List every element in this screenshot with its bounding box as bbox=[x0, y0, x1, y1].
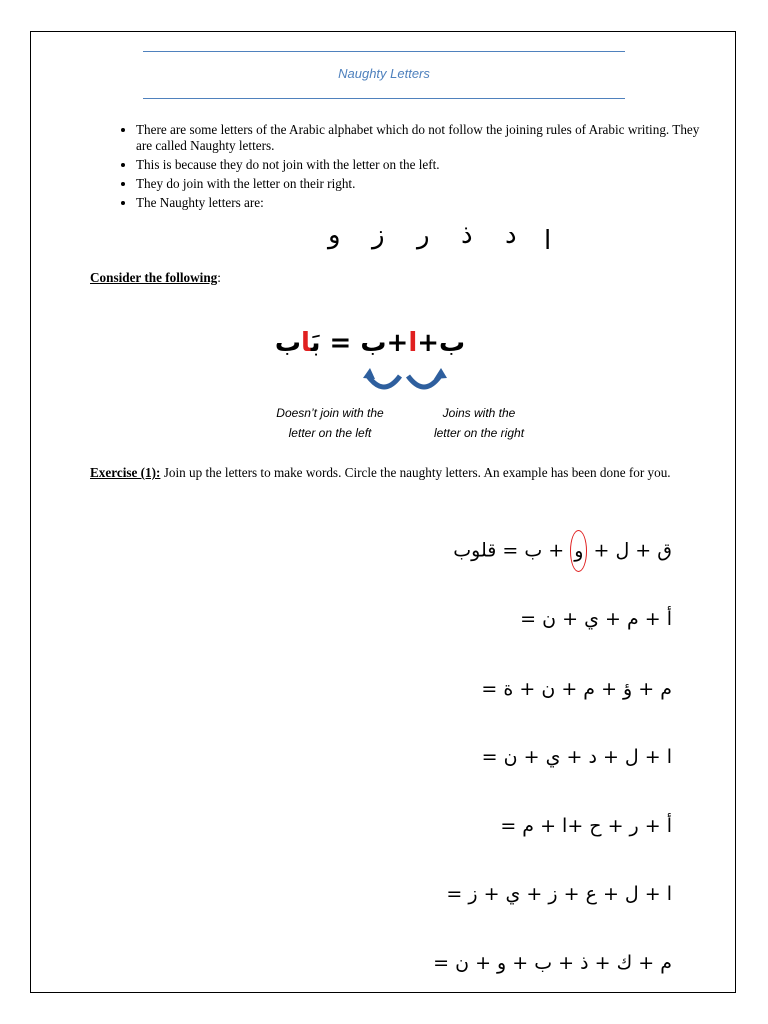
bullet-item: • They do join with the letter on their right. bbox=[136, 176, 718, 192]
arrow-head-icon bbox=[363, 368, 375, 379]
example-part: ب+ bbox=[417, 328, 466, 358]
example-part: +ب = ب bbox=[310, 328, 409, 358]
circled-naughty-letter: و bbox=[570, 530, 587, 572]
exercise-row: م + ؤ + م + ن + ة = bbox=[481, 678, 672, 700]
caption-line: letter on the right bbox=[433, 426, 525, 440]
page-title: Naughty Letters bbox=[338, 66, 430, 81]
naughty-letter: و bbox=[328, 220, 341, 250]
exercise-row-example bbox=[453, 530, 672, 572]
caption-line: Joins with the bbox=[442, 406, 516, 420]
joining-example bbox=[270, 328, 470, 368]
row-segment: + ب = قلوب bbox=[453, 539, 571, 562]
caption-line: Doesn’t join with the bbox=[276, 406, 384, 420]
exercise-row: أ + ر + ح +ا + م = bbox=[500, 815, 672, 837]
row-segment: ق + ل + bbox=[587, 539, 672, 562]
caption-line: letter on the left bbox=[288, 426, 372, 440]
example-part: ب bbox=[274, 328, 301, 358]
naughty-letter: د bbox=[505, 220, 517, 250]
naughty-letter: ر bbox=[417, 220, 430, 250]
arrow-head-icon bbox=[434, 368, 447, 379]
example-naughty-letter: َا bbox=[300, 328, 311, 358]
naughty-letter: ا bbox=[544, 226, 552, 256]
naughty-letter: ذ bbox=[461, 220, 473, 250]
consider-heading bbox=[90, 270, 221, 286]
exercise-text: Join up the letters to make words. Circle the naughty letters. An example has been done for you. bbox=[160, 465, 671, 480]
bullet-item: • This is because they do not join with the letter on the left. bbox=[136, 157, 718, 173]
joining-arrows bbox=[362, 364, 452, 394]
bullet-item: • There are some letters of the Arabic alphabet which do not follow the joining rules of Arabic writing. They are called Naughty letters. bbox=[136, 122, 718, 154]
bullet-item: • The Naughty letters are: bbox=[136, 195, 718, 211]
caption-left bbox=[265, 403, 395, 443]
exercise-row: م + ك + ذ + ب + و + ن = bbox=[433, 952, 672, 974]
consider-suffix: : bbox=[217, 270, 221, 285]
exercise-label: Exercise (1): bbox=[90, 465, 161, 480]
title-top-rule bbox=[143, 51, 625, 52]
exercise-row: ا + ل + د + ي + ن = bbox=[481, 746, 672, 768]
exercise-instructions bbox=[90, 464, 680, 482]
naughty-letters-row bbox=[300, 220, 580, 260]
title-bottom-rule bbox=[143, 98, 625, 99]
consider-label: Consider the following bbox=[90, 270, 218, 285]
caption-right bbox=[420, 403, 538, 443]
exercise-row: أ + م + ي + ن = bbox=[520, 608, 672, 630]
example-naughty-letter: ا bbox=[408, 328, 418, 358]
naughty-letter: ز bbox=[372, 220, 385, 250]
exercise-row: ا + ل + ع + ز + ي + ز = bbox=[446, 883, 672, 905]
bullet-list bbox=[90, 122, 718, 214]
